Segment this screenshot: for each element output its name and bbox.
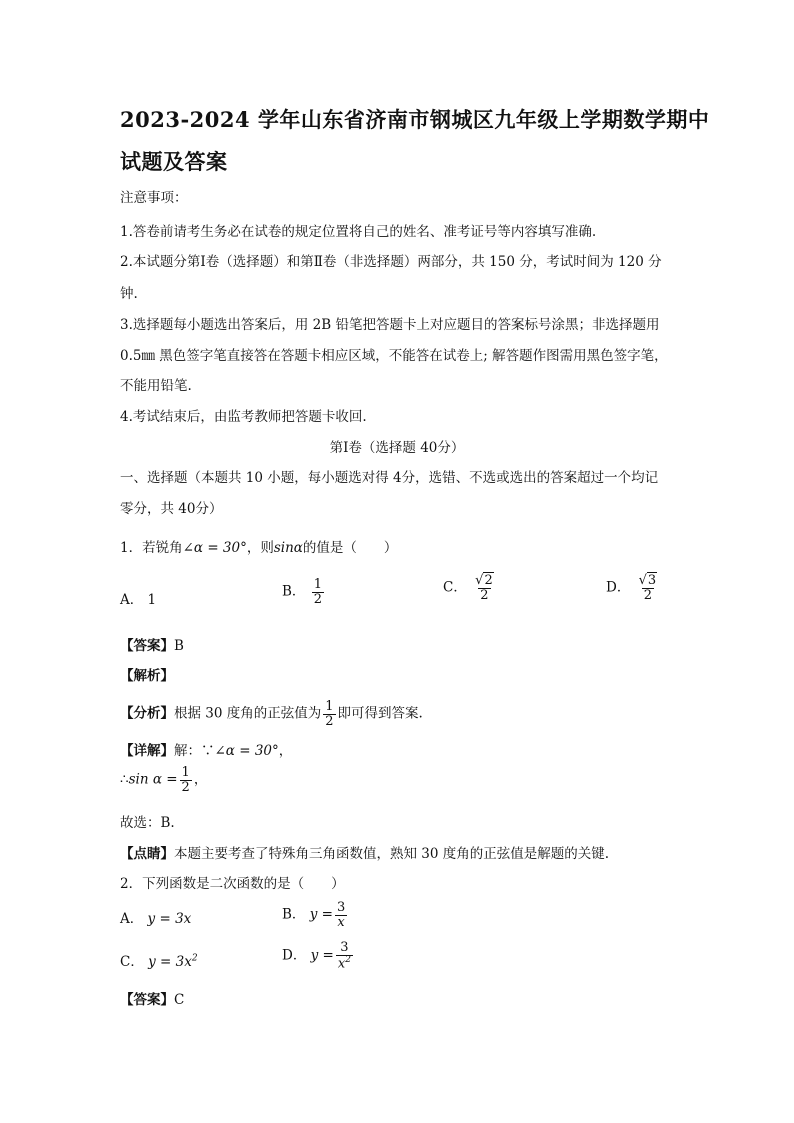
q1-option-d-radicand: 3: [647, 573, 657, 588]
q1-condition: ∠α = 30°: [182, 540, 247, 556]
q1-answer: [120, 634, 184, 654]
q1-option-a-label: A．: [120, 592, 144, 608]
q1-detail-text: 解：∵: [174, 743, 215, 759]
q1-sin-fraction: [180, 766, 192, 794]
q2-option-d-pre: y =: [310, 947, 334, 964]
sqrt-symbol: √: [638, 573, 647, 588]
q2-answer: [120, 988, 184, 1008]
q1-expression: sinα: [273, 540, 303, 556]
notes-item-1: 1.答卷前请考生务必在试卷的规定位置将自己的姓名、准考证号等内容填写准确.: [120, 224, 597, 240]
q2-option-c-expression: y = 3x: [148, 954, 192, 970]
notes-item-3-line-2: 0.5㎜ 黑色签字笔直接答在答题卡相应区域，不能答在试卷上; 解答题作图需用黑色签字笔，: [120, 348, 668, 364]
q1-fenxi-fraction: [323, 700, 335, 728]
q1-fenxi-numerator: 1: [325, 699, 334, 714]
q1-option-b-fraction: [312, 578, 324, 606]
q1-analysis-tag: [120, 664, 174, 684]
q2-option-a: [120, 907, 191, 927]
q1-fenxi-denominator: 2: [325, 713, 334, 729]
q1-suffix: 的值是（ ）: [302, 540, 398, 556]
q2-option-b-pre: y =: [309, 906, 333, 923]
q2-option-d: [282, 941, 355, 971]
notes-heading: 注意事项：: [120, 190, 188, 206]
q1-option-c-radicand: 2: [484, 573, 493, 588]
sqrt-symbol: √: [475, 573, 484, 588]
q1-sin-result: [120, 766, 207, 794]
q2-option-c: [120, 950, 198, 970]
q1-sin-denominator: 2: [181, 779, 190, 795]
q1-option-a: [120, 588, 156, 608]
q1-option-d-label: D．: [606, 579, 631, 596]
q2-option-b-numerator: 3: [336, 900, 346, 915]
q1-option-a-value: 1: [147, 592, 157, 608]
q1-option-d: [606, 574, 661, 602]
q2-option-d-numerator: 3: [340, 940, 349, 955]
q1-detail-expression: ∠α = 30°: [214, 743, 279, 759]
therefore-symbol: ∴: [120, 771, 129, 788]
q2-stem: 2．下列函数是二次函数的是（ ）: [120, 876, 345, 892]
q1-detail: [120, 739, 292, 759]
q1-fenxi: [120, 700, 423, 728]
notes-item-3-line-3: 不能用铅笔.: [120, 378, 192, 394]
q1-fenxi-tag: 【分析】: [120, 705, 174, 722]
q1-stem: [120, 536, 397, 556]
q2-option-b-denominator: x: [337, 914, 345, 930]
part1-line-2: 零分，共 40分）: [120, 501, 223, 517]
q2-option-d-denominator-exponent: 2: [345, 954, 351, 965]
q1-sin-expression: sin α =: [128, 771, 178, 788]
q1-option-b-denominator: 2: [313, 591, 322, 607]
q1-sin-comma: ，: [193, 771, 208, 788]
q1-option-c-fraction: [473, 574, 496, 602]
q1-sin-numerator: 1: [181, 765, 190, 780]
q1-option-c: [443, 574, 498, 602]
doc-title-line-1: 2023-2024 学年山东省济南市钢城区九年级上学期数学期中: [120, 107, 710, 132]
q1-analysis-label: 【解析】: [120, 668, 174, 684]
q1-answer-value: B: [174, 638, 184, 654]
q1-option-b: [282, 578, 326, 606]
q2-option-b: [282, 901, 349, 929]
q1-dianjing-text: 本题主要考查了特殊角三角函数值，熟知 30 度角的正弦值是解题的关键.: [174, 846, 610, 862]
q1-option-b-label: B．: [282, 583, 306, 600]
q2-option-b-fraction: [335, 901, 347, 929]
q1-fenxi-post: 即可得到答案.: [337, 705, 423, 722]
q1-option-d-denominator: 2: [643, 587, 653, 603]
q1-choose: 故选：B.: [120, 815, 175, 831]
q1-dianjing: [120, 842, 609, 862]
notes-item-3-line-1: 3.选择题每小题选出答案后，用 2B 铅笔把答题卡上对应题目的答案标号涂黑；非选择题用: [120, 317, 660, 333]
q1-fenxi-pre: 根据 30 度角的正弦值为: [174, 705, 322, 722]
notes-item-2-line-2: 钟.: [120, 286, 138, 302]
part1-line-1: 一、选择题（本题共 10 小题，每小题选对得 4分，选错、不选或选出的答案超过一个均记: [120, 470, 659, 486]
q1-option-b-numerator: 1: [313, 577, 322, 592]
q1-detail-comma: ，: [278, 743, 293, 759]
section-title: 第Ⅰ卷（选择题 40分）: [329, 440, 465, 456]
q1-prefix: 1．若锐角: [120, 540, 183, 556]
q2-option-c-label: C．: [120, 954, 144, 970]
q1-option-c-label: C．: [443, 579, 467, 596]
q2-option-d-denominator: x: [337, 955, 346, 971]
q1-detail-tag: 【详解】: [120, 743, 174, 759]
q2-answer-tag: 【答案】: [120, 992, 174, 1008]
q1-option-c-denominator: 2: [480, 587, 489, 603]
q1-mid: ，则: [246, 540, 274, 556]
q2-option-d-label: D．: [282, 947, 307, 964]
q1-answer-tag: 【答案】: [120, 638, 174, 654]
q2-answer-value: C: [174, 992, 185, 1008]
doc-title-line-2: 试题及答案: [120, 149, 228, 174]
notes-item-4: 4.考试结束后，由监考教师把答题卡收回.: [120, 409, 367, 425]
q2-option-b-label: B．: [282, 906, 306, 923]
q2-option-a-label: A．: [120, 911, 144, 927]
q2-option-a-expression: y = 3x: [147, 911, 192, 927]
q2-option-c-exponent: 2: [191, 953, 198, 964]
notes-item-2-line-1: 2.本试题分第Ⅰ卷（选择题）和第Ⅱ卷（非选择题）两部分，共 150 分，考试时间为 120 分: [120, 254, 662, 270]
q1-dianjing-tag: 【点睛】: [120, 846, 174, 862]
q2-option-d-fraction: [336, 941, 353, 971]
q1-option-d-fraction: [637, 574, 660, 602]
